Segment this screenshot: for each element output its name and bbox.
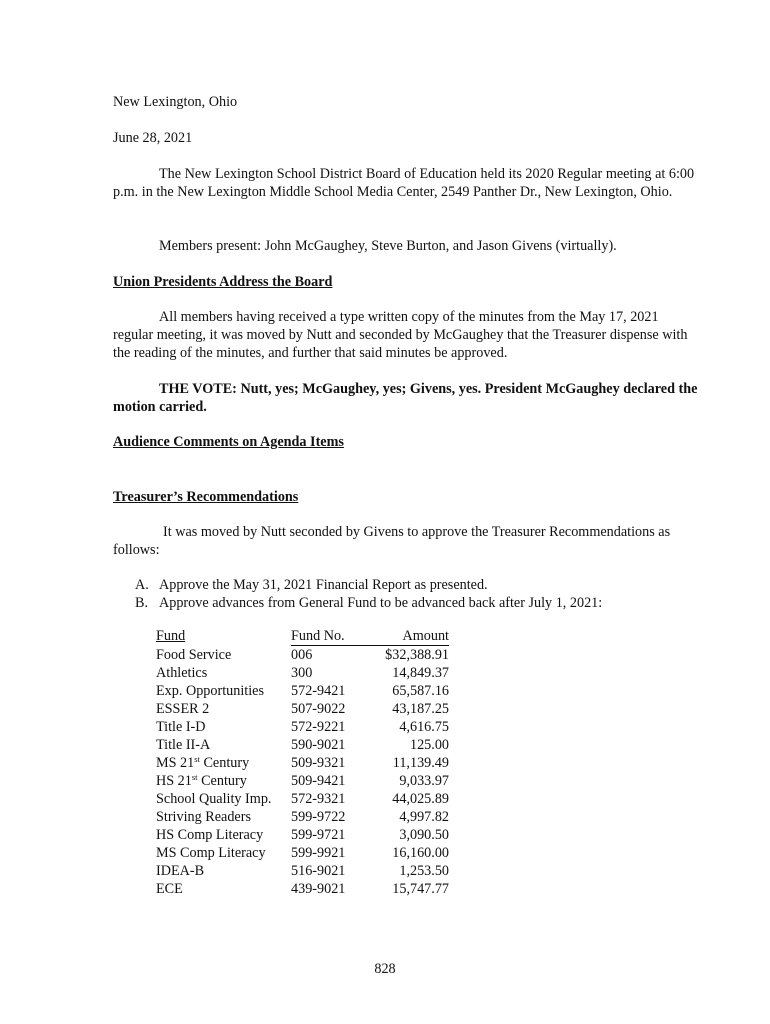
header-fund: Fund	[156, 628, 186, 645]
fund-number: 572-9421	[291, 683, 346, 699]
fund-name: MS Comp Literacy	[156, 845, 266, 861]
treasurer-recommendations-heading: Treasurer’s Recommendations	[113, 489, 299, 505]
table-row	[156, 808, 449, 826]
fund-name	[156, 754, 291, 772]
fund-name: Athletics	[156, 665, 208, 681]
table-row	[156, 844, 449, 862]
fund-number: 599-9921	[291, 845, 346, 861]
fund-name	[156, 772, 291, 790]
fund-number: 516-9021	[291, 863, 346, 879]
fund-number: 507-9022	[291, 701, 346, 717]
vote-paragraph: THE VOTE: Nutt, yes; McGaughey, yes; Givens, yes. President McGaughey declared the motion carried.	[113, 381, 698, 415]
fund-amount: 125.00	[409, 737, 449, 753]
fund-number: 599-9722	[291, 809, 346, 825]
table-row	[156, 862, 449, 880]
table-row	[156, 700, 449, 718]
fund-number: 572-9221	[291, 719, 346, 735]
fund-number: 509-9321	[291, 755, 346, 771]
fund-name: Food Service	[156, 646, 232, 663]
recommendations-list	[135, 576, 695, 612]
fund-name-suffix: Century	[199, 755, 250, 771]
fund-number: 572-9321	[291, 791, 346, 807]
minutes-paragraph: All members having received a type written copy of the minutes from the May 17, 2021 regular meeting, it was moved by Nutt and seconded by McGaughey that the Treasurer dispense with the reading of the minutes, and further that said minutes be approved.	[113, 309, 688, 361]
fund-name: ESSER 2	[156, 701, 210, 717]
fund-amount: 65,587.16	[392, 683, 449, 699]
list-item	[135, 594, 695, 612]
table-row	[156, 880, 449, 898]
table-row	[156, 790, 449, 808]
location-line: New Lexington, Ohio	[113, 94, 238, 110]
fund-amount: 11,139.49	[392, 755, 449, 771]
table-row	[156, 826, 449, 844]
fund-number: 590-9021	[291, 737, 346, 753]
table-row	[156, 772, 449, 790]
table-row	[156, 754, 449, 772]
list-item	[135, 576, 695, 594]
list-marker: A.	[135, 577, 149, 593]
table-row	[156, 664, 449, 682]
table-header-row	[156, 627, 449, 646]
fund-name-base: MS 21	[156, 755, 195, 771]
members-present-paragraph: Members present: John McGaughey, Steve Burton, and Jason Givens (virtually).	[159, 238, 617, 254]
fund-amount: 4,997.82	[399, 809, 449, 825]
list-marker: B.	[135, 595, 149, 611]
table-row	[156, 736, 449, 754]
fund-name-ordinal: st	[194, 754, 200, 764]
fund-name-suffix: Century	[197, 773, 247, 789]
union-presidents-heading: Union Presidents Address the Board	[113, 274, 333, 290]
table-row	[156, 646, 449, 665]
fund-amount: 44,025.89	[392, 791, 449, 807]
date-line: June 28, 2021	[113, 130, 193, 146]
table-row	[156, 718, 449, 736]
fund-name: ECE	[156, 881, 183, 897]
list-item-text: Approve the May 31, 2021 Financial Report as presented.	[159, 577, 488, 593]
fund-name: Striving Readers	[156, 809, 251, 825]
fund-amount: 15,747.77	[392, 881, 449, 897]
fund-number: 599-9721	[291, 827, 346, 843]
fund-number: 509-9421	[291, 773, 346, 789]
fund-name: Title II-A	[156, 737, 211, 753]
fund-amount: 3,090.50	[399, 827, 449, 843]
fund-name-base: HS 21	[156, 773, 192, 789]
fund-name: IDEA-B	[156, 863, 205, 879]
header-fund-no: Fund No.	[291, 627, 351, 646]
header-amount: Amount	[351, 627, 449, 646]
fund-number: 006	[291, 647, 313, 663]
treasurer-motion-paragraph: It was moved by Nutt seconded by Givens to approve the Treasurer Recommendations as follows:	[113, 524, 671, 558]
fund-amount: 1,253.50	[399, 863, 449, 879]
fund-number: 300	[291, 665, 313, 681]
fund-number: 439-9021	[291, 881, 346, 897]
fund-amount: 16,160.00	[392, 845, 449, 861]
fund-amount: 14,849.37	[392, 665, 449, 681]
fund-amount: 43,187.25	[392, 701, 449, 717]
fund-amount: $32,388.91	[385, 647, 449, 663]
table-row	[156, 682, 449, 700]
list-item-text: Approve advances from General Fund to be advanced back after July 1, 2021:	[159, 595, 603, 611]
fund-name: Exp. Opportunities	[156, 683, 264, 699]
fund-amount: 9,033.97	[399, 773, 449, 789]
fund-name: School Quality Imp.	[156, 791, 272, 807]
meeting-paragraph: The New Lexington School District Board of Education held its 2020 Regular meeting at 6:00 p.m. in the New Lexington Middle School Media Center, 2549 Panther Dr., New Lexington, Ohio.	[113, 166, 695, 200]
fund-amount: 4,616.75	[399, 719, 449, 735]
fund-advances-table	[156, 627, 449, 898]
fund-name-ordinal: st	[191, 772, 198, 782]
fund-name: Title I-D	[156, 719, 206, 735]
page-number: 828	[374, 961, 396, 977]
audience-comments-heading: Audience Comments on Agenda Items	[113, 434, 344, 450]
fund-name: HS Comp Literacy	[156, 827, 264, 843]
